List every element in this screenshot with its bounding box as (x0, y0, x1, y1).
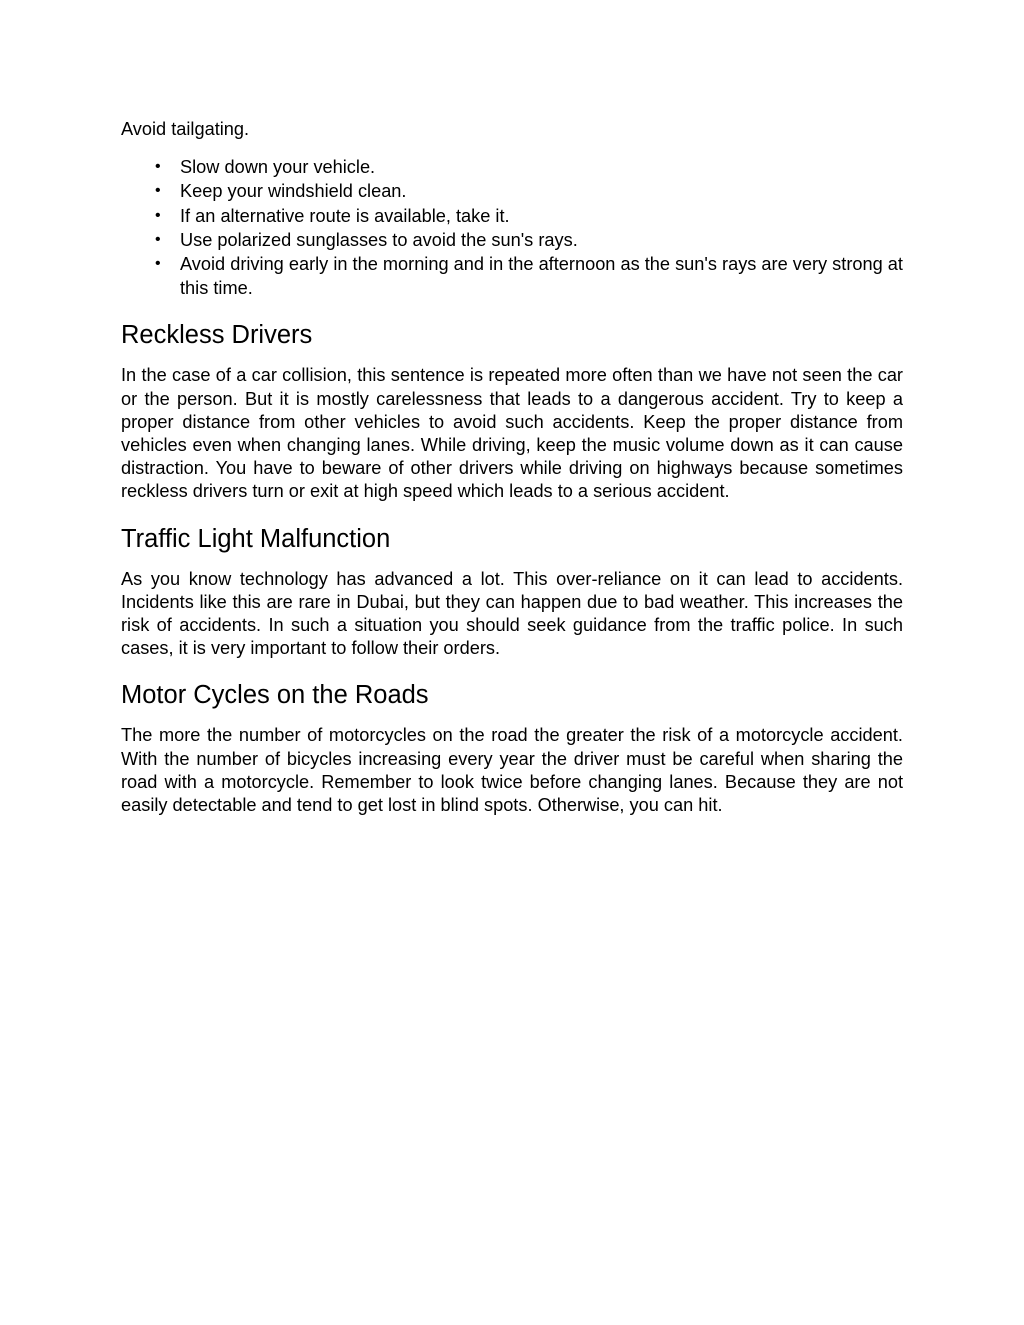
bullet-icon: • (155, 206, 161, 224)
list-item (121, 179, 903, 203)
section-body-reckless-drivers: In the case of a car collision, this sentence is repeated more often than we have not seen the car or the person. But it is mostly carelessness that leads to a dangerous accident. Try to keep a proper distance from other vehicles to avoid such accidents. Keep the proper distance from vehicles even when changing lanes. While driving, keep the music volume down as it can cause distraction. You have to beware of other drivers while driving on highways because sometimes reckless drivers turn or exit at high speed which leads to a serious accident. (121, 365, 903, 502)
section-body-traffic-light: As you know technology has advanced a lot. This over-reliance on it can lead to accidents. Incidents like this are rare in Dubai, but they can happen due to bad weather. This increases the risk of accidents. In such a situation you should seek guidance from the traffic police. In such cases, it is very important to follow their orders. (121, 568, 903, 659)
intro-text: Avoid tailgating. (121, 119, 250, 139)
list-item-text: Slow down your vehicle. (180, 157, 376, 178)
list-item-text: Keep your windshield clean. (180, 181, 407, 202)
document-page (121, 118, 903, 817)
list-item-text: Use polarized sunglasses to avoid the sun's rays. (180, 229, 578, 250)
list-item (121, 204, 903, 228)
list-item (121, 252, 903, 300)
bullet-icon: • (155, 230, 161, 248)
section-body-motor-cycles: The more the number of motorcycles on the road the greater the risk of a motorcycle accident. With the number of bicycles increasing every year the driver must be careful when sharing the road with a motorcycle. Remember to look twice before changing lanes. Because they are not easily detectable and tend to get lost in blind spots. Otherwise, you can hit. (121, 725, 903, 816)
bullet-icon: • (155, 182, 161, 200)
list-item (121, 228, 903, 252)
section-heading-traffic-light: Traffic Light Malfunction (121, 524, 391, 553)
section-heading-motor-cycles: Motor Cycles on the Roads (121, 681, 429, 710)
list-item-text: Avoid driving early in the morning and in the afternoon as the sun's rays are very strong at this time. (180, 254, 903, 299)
list-item (121, 155, 903, 179)
section-heading-reckless-drivers: Reckless Drivers (121, 321, 313, 350)
bullet-icon: • (155, 255, 161, 273)
list-item-text: If an alternative route is available, take it. (180, 205, 510, 226)
tips-list (121, 155, 903, 300)
bullet-icon: • (155, 158, 161, 176)
